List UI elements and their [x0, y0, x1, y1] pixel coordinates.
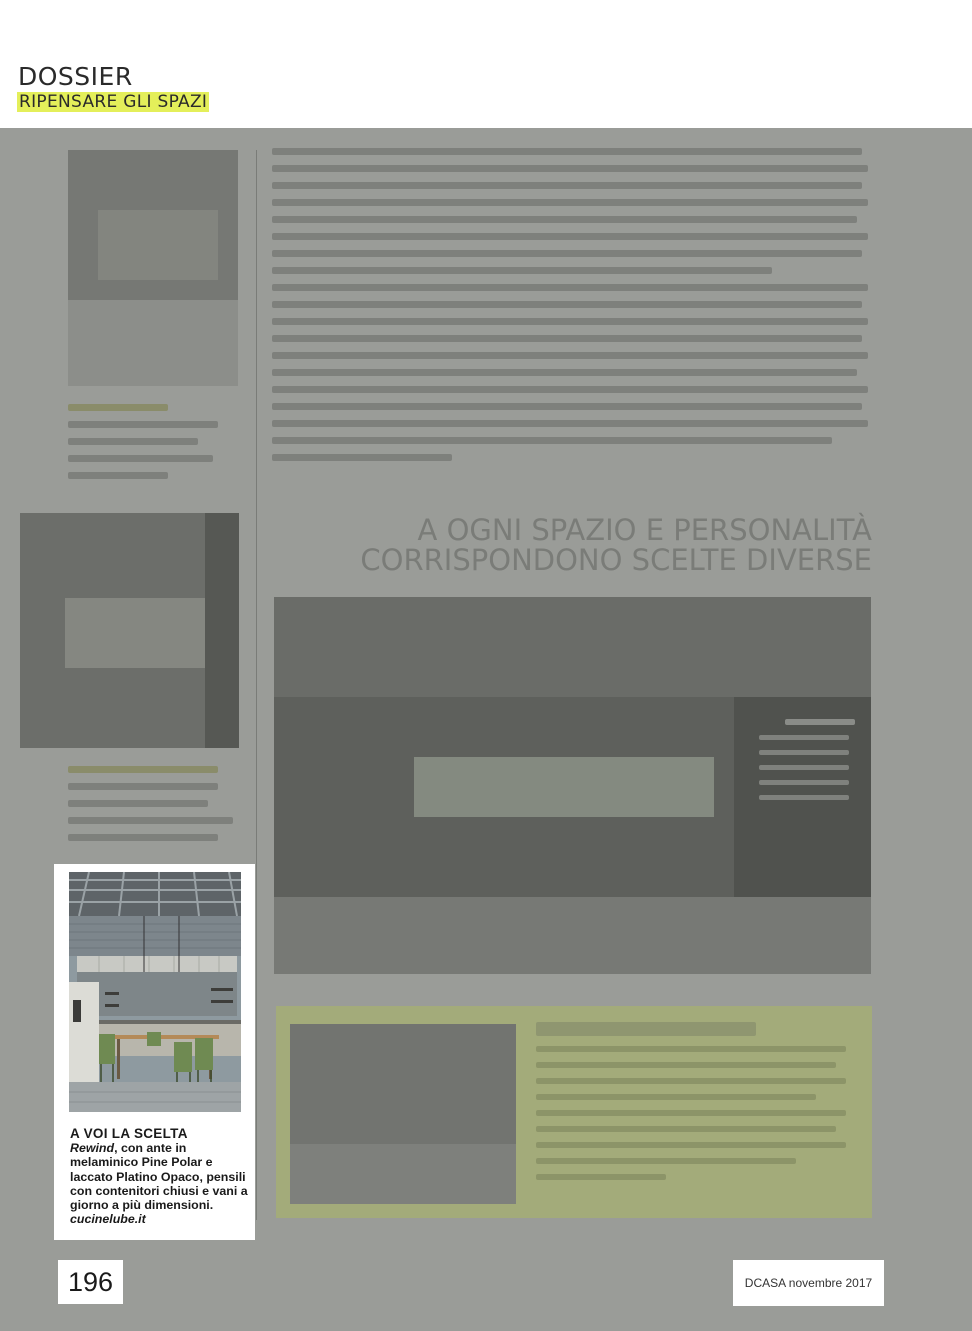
body-text-blurred [272, 148, 870, 493]
callout-title: A VOI LA SCELTA [70, 1126, 188, 1141]
section-subtitle: RIPENSARE GLI SPAZI [19, 92, 208, 112]
photo-rewind-kitchen [69, 872, 241, 1112]
photo-left-top [68, 150, 238, 386]
caption-left-1-blurred [68, 404, 233, 496]
magazine-brand: DCASA [744, 1276, 786, 1290]
callout-body [70, 1141, 250, 1227]
green-feature-box [276, 1006, 872, 1218]
headline-line-2: CORRISPONDONO SCELTE DIVERSE [360, 543, 872, 577]
photo-green-box [290, 1024, 516, 1204]
kitchen-illustration [69, 872, 241, 1112]
column-divider [256, 150, 257, 1220]
photo-left-middle [20, 513, 239, 748]
magazine-footer [733, 1260, 884, 1306]
product-callout [54, 864, 255, 1240]
callout-source: cucinelube.it [70, 1212, 146, 1227]
section-title: DOSSIER [18, 62, 133, 91]
page-header [0, 0, 972, 128]
headline-line-1: A OGNI SPAZIO E PERSONALITÀ [417, 513, 872, 547]
main-headline [360, 515, 872, 575]
magazine-issue: novembre 2017 [785, 1276, 873, 1290]
callout-product-name: Rewind [70, 1141, 115, 1155]
photo-kitchen-large [274, 597, 871, 974]
callout-description: , con ante in melaminico Pine Polar e laccato Platino Opaco, pensili con contenitori chiusi e vani a giorno a più dimensioni. [70, 1141, 248, 1213]
caption-left-2-blurred [68, 766, 240, 858]
page-number: 196 [58, 1260, 123, 1304]
